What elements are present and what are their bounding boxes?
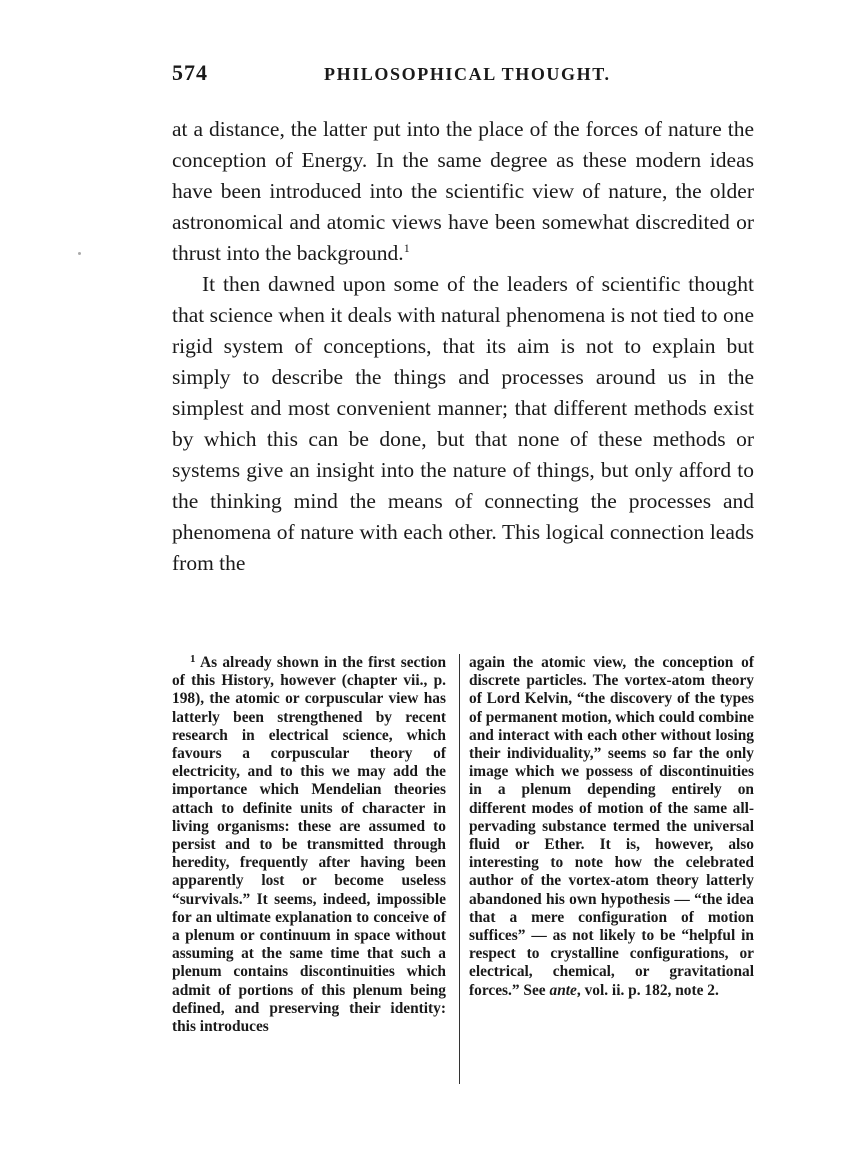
margin-speck: [78, 252, 81, 255]
footnote-citation-italic: ante: [549, 981, 577, 999]
page-header: [172, 58, 760, 98]
footnote-paragraph: [469, 654, 754, 1000]
main-text: [172, 114, 754, 579]
running-head: PHILOSOPHICAL THOUGHT.: [324, 64, 611, 84]
footnote-column-right: [469, 654, 754, 1000]
footnote-citation: , vol. ii. p. 182, note 2.: [576, 981, 719, 999]
footnote-text: As already shown in the first section of this History, however (chapter vii., p. 198), the atomic or corpuscular view has latterly been strengthened by recent research in electrical science, which favours a corpuscular theory of electricity, and to this we may add the importance which Mendelian theories attach to definite units of character in living organisms: these are assumed to persist and to be transmitted through heredity, frequently after having been apparently lost or become useless “survivals.” It seems, indeed, impossible for an ultimate explanation to conceive of a plenum or continuum in space without assuming at the same time that such a plenum contains discontinuities which admit of portions of this plenum being defined, and preserving their identity: this introduces: [172, 654, 447, 1036]
paragraph: It then dawned upon some of the leaders of scientific thought that science when it deals with natural phenomena is not tied to one rigid system of conceptions, that its aim is not to explain but simply to describe the things and processes around us in the simplest and most convenient manner; that different methods exist by which this can be done, but that none of these methods or systems give an insight into the nature of things, but only afford to the thinking mind the means of connecting the processes and phenomena of nature with each other. This logical connection leads from the: [172, 272, 754, 575]
paragraph: [172, 114, 754, 269]
footnote-column-left: [172, 654, 446, 1036]
footnote-paragraph: [172, 654, 446, 1036]
page-number: 574: [172, 60, 208, 85]
footnote-reference: 1: [403, 241, 410, 255]
paragraph-text: at a distance, the latter put into the place of the forces of nature the conception of Energy. In the same degree as these modern ideas have been introduced into the scientific view of nature, the older astronomical and atomic views have been somewhat discredited or thrust into the background.: [172, 117, 754, 265]
footnote-block: [172, 654, 754, 1094]
column-divider: [459, 654, 460, 1084]
footnote-marker: 1: [190, 653, 196, 665]
footnote-text: again the atomic view, the conception of discrete particles. The vortex-atom theory of Lord Kelvin, “the discovery of the types of permanent motion, which could combine and interact with each other without losing their individuality,” seems so far the only image which we possess of discontinuities in a plenum depending entirely on different modes of motion of the same all-pervading substance termed the universal fluid or Ether. It is, however, also interesting to note how the celebrated author of the vortex-atom theory latterly abandoned his own hypothesis — “the idea that a mere configuration of motion suffices” — as not likely to be “helpful in respect to crystalline configurations, or electrical, chemical, or gravitational forces.” See: [469, 654, 754, 999]
